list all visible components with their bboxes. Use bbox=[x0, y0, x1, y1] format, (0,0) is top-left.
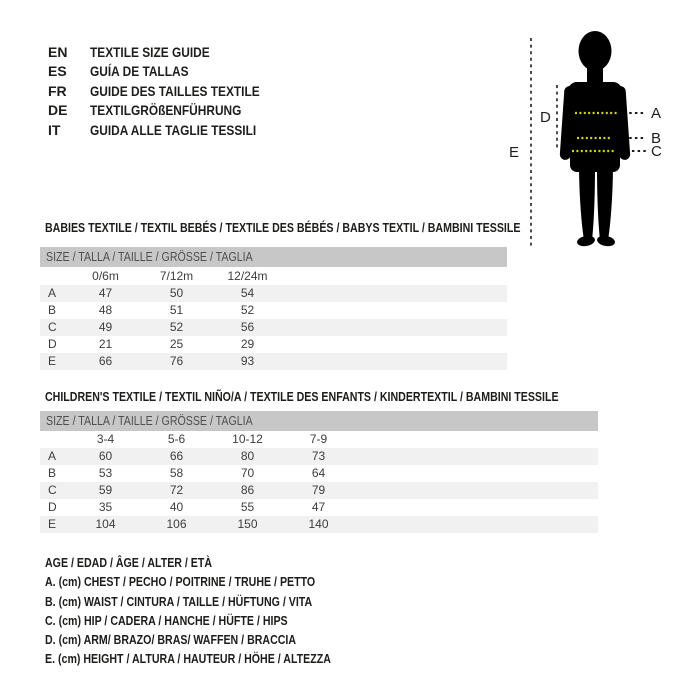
language-list bbox=[48, 43, 290, 140]
size-value: 53 bbox=[98, 466, 113, 480]
age-column-header: 12/24m bbox=[227, 269, 268, 283]
legend-waist-text: B. (cm) WAIST / CINTURA / TAILLE / HÜFTUNG / VITA bbox=[45, 594, 313, 609]
height-label-E: E bbox=[509, 144, 520, 161]
legend-item-waist bbox=[45, 593, 381, 612]
legend-item-chest bbox=[45, 573, 381, 592]
language-row-it bbox=[48, 121, 290, 140]
language-code: DE bbox=[48, 102, 68, 119]
size-value: 73 bbox=[311, 449, 326, 463]
row-label: E bbox=[48, 354, 57, 368]
legend-item-height bbox=[45, 650, 381, 669]
size-value: 40 bbox=[169, 500, 184, 514]
legend-arm-text: D. (cm) ARM/ BRAZO/ BRAS/ WAFFEN / BRACCIA bbox=[45, 633, 297, 648]
table-row-D bbox=[40, 499, 598, 516]
row-label: C bbox=[48, 483, 57, 497]
child-silhouette bbox=[559, 31, 630, 247]
language-code: EN bbox=[48, 44, 68, 60]
age-column-header: 5-6 bbox=[167, 432, 186, 446]
size-value: 47 bbox=[98, 286, 113, 300]
size-value: 49 bbox=[98, 320, 113, 334]
size-value: 47 bbox=[311, 500, 326, 514]
size-value: 25 bbox=[169, 337, 184, 351]
age-column-header: 0/6m bbox=[92, 269, 119, 283]
size-value: 55 bbox=[240, 500, 255, 514]
children-size-header-bar bbox=[40, 411, 598, 431]
table-row-C bbox=[40, 482, 598, 499]
measurement-legend bbox=[45, 554, 381, 670]
size-value: 60 bbox=[98, 449, 113, 463]
row-label: C bbox=[48, 320, 57, 334]
row-label: A bbox=[48, 286, 57, 300]
babies-size-header-bar bbox=[40, 247, 507, 267]
size-value: 52 bbox=[240, 303, 255, 317]
arm-label-D: D bbox=[540, 109, 551, 126]
row-label-spacer bbox=[40, 431, 70, 448]
size-value: 80 bbox=[240, 449, 255, 463]
row-label: A bbox=[48, 449, 57, 463]
row-label-spacer bbox=[40, 268, 70, 285]
table-row-E bbox=[40, 516, 598, 533]
language-label: GUIDE DES TAILLES TEXTILE bbox=[90, 82, 260, 99]
age-column-header: 7-9 bbox=[309, 432, 328, 446]
legend-age-text: AGE / EDAD / ÂGE / ALTER / ETÀ bbox=[45, 556, 213, 570]
language-row-de bbox=[48, 101, 290, 120]
language-label: GUIDA ALLE TAGLIE TESSILI bbox=[90, 121, 257, 138]
legend-height-text: E. (cm) HEIGHT / ALTURA / HAUTEUR / HÖHE / ALTEZZA bbox=[45, 652, 331, 667]
size-value: 79 bbox=[311, 483, 326, 497]
babies-size-header-text: SIZE / TALLA / TAILLE / GRÖSSE / TAGLIA bbox=[46, 250, 253, 264]
children-size-header-text: SIZE / TALLA / TAILLE / GRÖSSE / TAGLIA bbox=[46, 414, 253, 428]
size-value: 35 bbox=[98, 500, 113, 514]
age-column-header: 3-4 bbox=[96, 432, 115, 446]
legend-age-line bbox=[45, 554, 381, 573]
size-value: 76 bbox=[169, 354, 184, 368]
children-table-title-text: CHILDREN'S TEXTILE / TEXTIL NIÑO/A / TEXTILE DES ENFANTS / KINDERTEXTIL / BAMBINI TESSILE bbox=[45, 390, 559, 404]
size-value: 29 bbox=[240, 337, 255, 351]
size-value: 58 bbox=[169, 466, 184, 480]
size-value: 50 bbox=[169, 286, 184, 300]
table-row-E bbox=[40, 353, 507, 370]
table-row-A bbox=[40, 285, 507, 302]
size-value: 51 bbox=[169, 303, 184, 317]
row-label: D bbox=[48, 500, 57, 514]
row-label: B bbox=[48, 303, 57, 317]
babies-size-table bbox=[40, 268, 507, 370]
size-value: 66 bbox=[98, 354, 113, 368]
size-value: 104 bbox=[95, 517, 116, 531]
row-label: D bbox=[48, 337, 57, 351]
language-label: TEXTILGRÖßENFÜHRUNG bbox=[90, 102, 242, 119]
row-label: E bbox=[48, 517, 57, 531]
table-row-B bbox=[40, 302, 507, 319]
size-value: 93 bbox=[240, 354, 255, 368]
size-value: 72 bbox=[169, 483, 184, 497]
table-row-D bbox=[40, 336, 507, 353]
babies-table-title bbox=[45, 221, 604, 235]
table-row-C bbox=[40, 319, 507, 336]
size-value: 86 bbox=[240, 483, 255, 497]
legend-chest-text: A. (cm) CHEST / PECHO / POITRINE / TRUHE / PETTO bbox=[45, 575, 316, 590]
chest-label-A: A bbox=[651, 105, 662, 122]
size-value: 48 bbox=[98, 303, 113, 317]
language-code: ES bbox=[48, 63, 67, 80]
size-value: 66 bbox=[169, 449, 184, 463]
size-value: 59 bbox=[98, 483, 113, 497]
language-code: FR bbox=[48, 82, 67, 99]
age-column-header: 10-12 bbox=[232, 432, 263, 446]
size-value: 52 bbox=[169, 320, 184, 334]
language-row-fr bbox=[48, 82, 290, 101]
size-value: 140 bbox=[308, 517, 329, 531]
size-value: 21 bbox=[98, 337, 113, 351]
hip-label-C: C bbox=[651, 143, 662, 160]
children-size-table bbox=[40, 431, 598, 533]
children-table-title bbox=[45, 390, 649, 404]
language-row-es bbox=[48, 62, 290, 81]
age-columns-row bbox=[40, 431, 598, 448]
size-value: 106 bbox=[166, 517, 187, 531]
legend-hip-text: C. (cm) HIP / CADERA / HANCHE / HÜFTE / HIPS bbox=[45, 613, 288, 628]
size-value: 54 bbox=[240, 286, 255, 300]
size-value: 64 bbox=[311, 466, 326, 480]
waist-label-B: B bbox=[651, 130, 662, 147]
language-label: TEXTILE SIZE GUIDE bbox=[90, 44, 210, 60]
size-value: 70 bbox=[240, 466, 255, 480]
language-label: GUÍA DE TALLAS bbox=[90, 63, 189, 80]
size-value: 56 bbox=[240, 320, 255, 334]
legend-item-arm bbox=[45, 631, 381, 650]
row-label: B bbox=[48, 466, 57, 480]
size-value: 150 bbox=[237, 517, 258, 531]
language-code: IT bbox=[48, 121, 61, 138]
age-column-header: 7/12m bbox=[159, 269, 194, 283]
babies-table-title-text: BABIES TEXTILE / TEXTIL BEBÉS / TEXTILE DES BÉBÉS / BABYS TEXTIL / BAMBINI TESSILE bbox=[45, 221, 521, 235]
age-columns-row bbox=[40, 268, 507, 285]
table-row-A bbox=[40, 448, 598, 465]
language-row-en bbox=[48, 43, 290, 62]
table-row-B bbox=[40, 465, 598, 482]
legend-item-hip bbox=[45, 612, 381, 631]
